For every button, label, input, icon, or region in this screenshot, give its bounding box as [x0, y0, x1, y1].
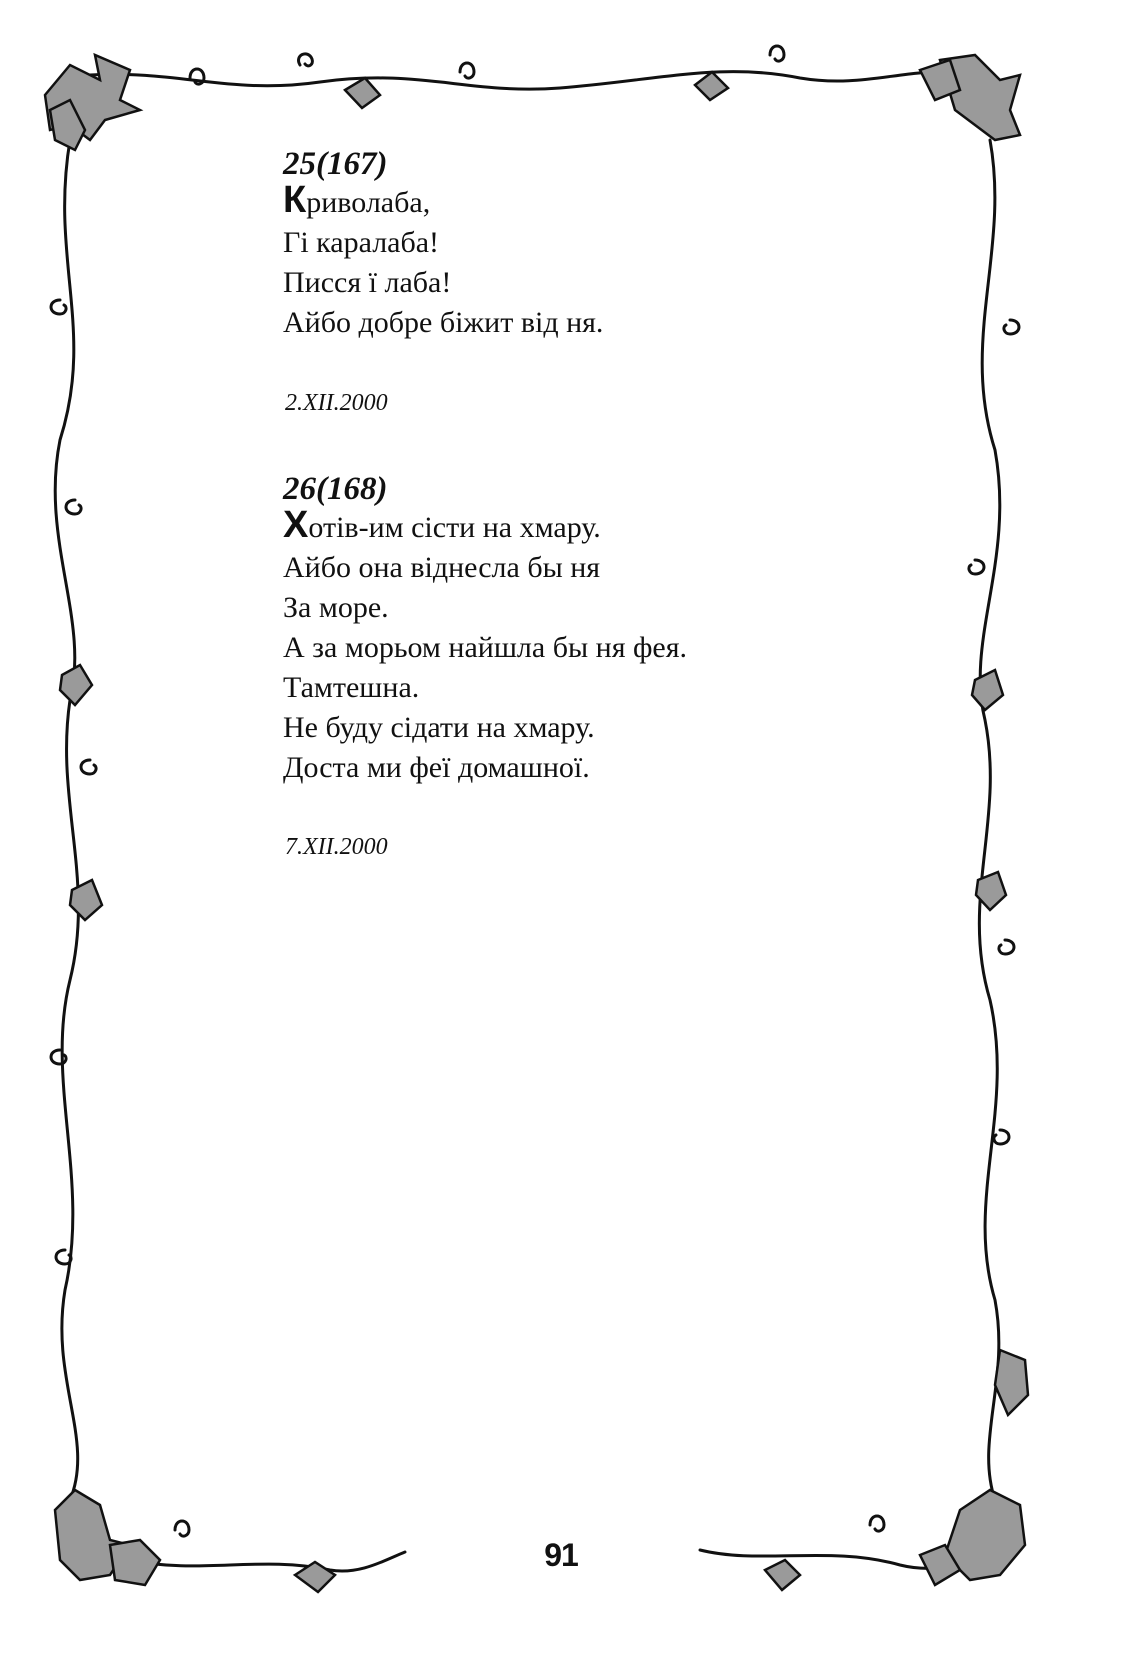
first-line-rest: риволаба,: [306, 186, 431, 219]
grape-leaf-icon: [70, 880, 102, 920]
poem-26: [283, 470, 843, 788]
poem-date: 2.XII.2000: [285, 390, 388, 416]
poem-line: Писся ї лаба!: [283, 266, 452, 299]
poem-line: Гі каралаба!: [283, 226, 440, 259]
poem-date: 7.XII.2000: [285, 834, 388, 860]
grape-leaf-icon: [695, 72, 728, 100]
poem-number: 25(167): [283, 146, 388, 182]
grape-leaf-icon: [345, 78, 380, 108]
poem-25: [283, 145, 843, 343]
vine-icon: [979, 140, 999, 1500]
poem-first-line: [283, 179, 843, 223]
poem-first-line: [283, 504, 843, 548]
poem-line: Доста ми феї домашної.: [283, 751, 590, 784]
grape-leaf-icon: [60, 665, 92, 705]
drop-cap: Х: [283, 504, 309, 546]
poem-line: За море.: [283, 591, 389, 624]
poem-line: А за морьом найшла бы ня фея.: [283, 631, 688, 664]
vine-icon: [55, 140, 78, 1500]
drop-cap: К: [283, 179, 307, 221]
grape-leaf-icon: [995, 1350, 1028, 1415]
vine-icon: [90, 72, 950, 90]
poem-line: Айбо добре біжит від ня.: [283, 306, 604, 339]
poem-line: Тамтешна.: [283, 671, 420, 704]
poem-line: Не буду сідати на хмару.: [283, 711, 595, 744]
grape-leaf-icon: [972, 670, 1003, 710]
page-number: 91: [544, 1537, 578, 1573]
poem-line: Айбо она віднесла бы ня: [283, 551, 601, 584]
first-line-rest: отів-им сісти на хмару.: [308, 511, 601, 544]
poem-number: 26(168): [283, 471, 388, 507]
